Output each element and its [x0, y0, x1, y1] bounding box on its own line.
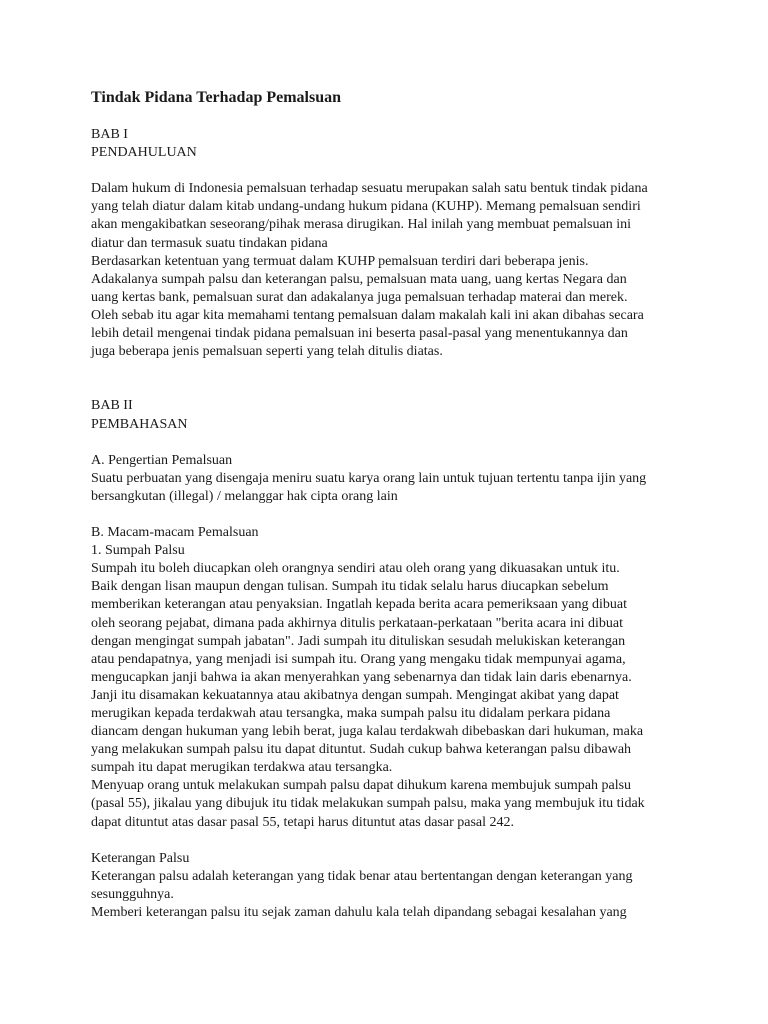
text-line: yang melakukan sumpah palsu itu dapat dituntut. Sudah cukup bahwa keterangan palsu dibawah — [91, 742, 632, 758]
keterangan-palsu-paragraph — [91, 868, 691, 922]
sumpah-palsu-heading: 1. Sumpah Palsu — [91, 543, 185, 559]
text-line: Memberi keterangan palsu itu sejak zaman dahulu kala telah dipandang sebagai kesalahan yang — [91, 905, 627, 921]
text-line: atau pendapatnya, yang menjadi isi sumpah itu. Orang yang mengaku tidak mempunyai agama, — [91, 651, 626, 667]
text-line: Janji itu disamakan kekuatannya atau akibatnya dengan sumpah. Mengingat akibat yang dapat — [91, 687, 619, 703]
text-line: sesungguhnya. — [91, 886, 174, 902]
sumpah-palsu-paragraph — [91, 560, 691, 831]
text-line: Menyuap orang untuk melakukan sumpah palsu dapat dihukum karena membujuk sumpah palsu — [91, 778, 632, 794]
text-line: diancam dengan hukuman yang lebih berat, juga kalau terdakwah dibebaskan dari hukuman, maka — [91, 724, 644, 740]
text-line: yang telah diatur dalam kitab undang-undang hukum pidana (KUHP). Memang pemalsuan sendiri — [91, 199, 641, 215]
text-line: memberikan keterangan atau penyaksian. Ingatlah kepada berita acara pemeriksaan yang dibuat — [91, 597, 628, 613]
text-line: Adakalanya sumpah palsu dan keterangan palsu, pemalsuan mata uang, uang kertas Negara dan — [91, 271, 627, 287]
text-line: mengucapkan janji bahwa ia akan menyerahkan yang sebenarnya dan tidak lain daris ebenarnya. — [91, 669, 632, 685]
text-line: Dalam hukum di Indonesia pemalsuan terhadap sesuatu merupakan salah satu bentuk tindak pidana — [91, 181, 648, 197]
keterangan-palsu-heading: Keterangan Palsu — [91, 850, 190, 866]
text-line: lebih detail mengenai tindak pidana pemalsuan ini beserta pasal-pasal yang menentukannya dan — [91, 326, 628, 342]
text-line: dapat dituntut atas dasar pasal 55, tetapi harus dituntut atas dasar pasal 242. — [91, 814, 514, 830]
bab1-label: BAB I — [91, 127, 128, 142]
section-a-heading: A. Pengertian Pemalsuan — [91, 452, 233, 468]
text-line: Keterangan palsu adalah keterangan yang tidak benar atau bertentangan dengan keterangan yang — [91, 868, 633, 884]
document-title: Tindak Pidana Terhadap Pemalsuan — [91, 89, 342, 106]
document-page — [91, 88, 691, 922]
text-line: Suatu perbuatan yang disengaja meniru suatu karya orang lain untuk tujuan tertentu tanpa ijin yang — [91, 470, 647, 486]
text-line: Baik dengan lisan maupun dengan tulisan. Sumpah itu tidak selalu harus diucapkan sebelum — [91, 579, 609, 595]
text-line: Sumpah itu boleh diucapkan oleh orangnya sendiri atau oleh orang yang dikuasakan untuk itu. — [91, 561, 620, 577]
text-line: dengan mengingat sumpah jabatan". Jadi sumpah itu dituliskan sesudah melukiskan keterangan — [91, 633, 626, 649]
intro-paragraph — [91, 180, 691, 361]
text-line: bersangkutan (illegal) / melanggar hak cipta orang lain — [91, 488, 398, 504]
text-line: juga beberapa jenis pemalsuan seperti yang telah ditulis diatas. — [91, 344, 443, 360]
text-line: akan mengakibatkan seseorang/pihak merasa dirugikan. Hal inilah yang membuat pemalsuan ini — [91, 217, 631, 233]
text-line: diatur dan termasuk suatu tindakan pidana — [91, 235, 328, 251]
text-line: sumpah itu dapat merugikan terdakwa atau tersangka. — [91, 760, 393, 776]
section-b-heading: B. Macam-macam Pemalsuan — [91, 525, 259, 541]
text-line: (pasal 55), jikalau yang dibujuk itu tidak melakukan sumpah palsu, maka yang membujuk itu tidak — [91, 796, 645, 812]
bab1-heading: PENDAHULUAN — [91, 145, 197, 161]
bab2-heading: PEMBAHASAN — [91, 416, 188, 432]
text-line: merugikan kepada terdakwah atau tersangka, maka sumpah palsu itu didalam perkara pidana — [91, 706, 611, 721]
text-line: Oleh sebab itu agar kita memahami tentang pemalsuan dalam makalah kali ini akan dibahas secara — [91, 307, 644, 323]
bab2-label: BAB II — [91, 398, 133, 414]
text-line: oleh seorang pejabat, dimana pada akhirnya ditulis perkataan-perkataan "berita acara ini dibuat — [91, 615, 624, 631]
text-line: Berdasarkan ketentuan yang termuat dalam KUHP pemalsuan terdiri dari beberapa jenis. — [91, 253, 589, 269]
text-line: uang kertas bank, pemalsuan surat dan adakalanya juga pemalsuan terhadap materai dan merek. — [91, 289, 628, 305]
